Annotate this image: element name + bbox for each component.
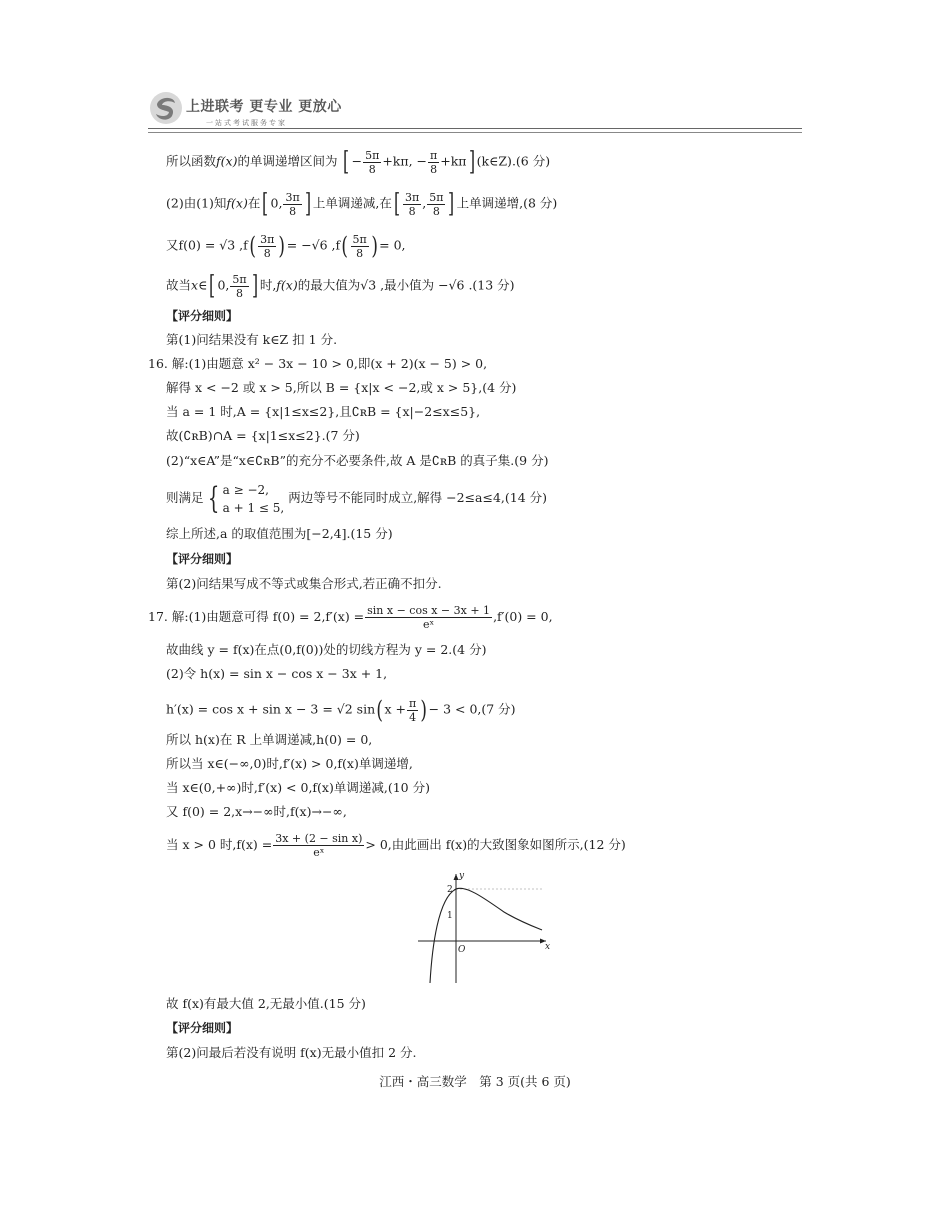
x-axis-label: x <box>545 942 551 952</box>
q15-rubric: 第(1)问结果没有 k∈Z 扣 1 分. <box>166 332 338 347</box>
origin-label: O <box>458 945 466 955</box>
q16-line-5: (2)“x∈A”是“x∈∁ʀB”的充分不必要条件,故 A 是∁ʀB 的真子集.(9 分) <box>166 453 549 468</box>
q16-line-1: 16. 解:(1)由题意 x² − 3x − 10 > 0,即(x + 2)(x − 5) > 0, <box>148 356 488 371</box>
brand-slogan: 上进联考 更专业 更放心 <box>186 99 342 115</box>
q17-line-10: 故 f(x)有最大值 2,无最小值.(15 分) <box>166 996 366 1011</box>
y-axis-arrow-icon <box>454 874 459 880</box>
q15-line-4: 故当x∈[ 0, $\frac{5\pi}{8}$ ] 时,f(x)的最大值为√3 ,最小值为 −√6 .(13 分) <box>166 271 515 301</box>
q16-rubric: 第(2)问结果写成不等式或集合形式,若正确不扣分. <box>166 576 442 591</box>
q16-line-7: 综上所述,a 的取值范围为[−2,4].(15 分) <box>166 526 393 541</box>
q17-line-6: 所以当 x∈(−∞,0)时,f′(x) > 0,f(x)单调递增, <box>166 756 413 771</box>
q16-line-3: 当 a = 1 时,A = {x|1≤x≤2},且∁ʀB = {x|−2≤x≤5}, <box>166 404 481 419</box>
q17-line-4: h′(x) = cos x + sin x − 3 = √2 sin(x + $\frac{\pi}{4}$ )− 3 < 0,(7 分) <box>166 696 516 724</box>
q16-line-4: 故(∁ʀB)∩A = {x|1≤x≤2}.(7 分) <box>166 428 360 443</box>
q17-line-1: 17. 解:(1)由题意可得 f(0) = 2,f′(x) = $\frac{\text{sin x − cos x − 3x + 1}}{\text{eˣ}}$ ,f′(0) = 0, <box>148 604 553 631</box>
q17-line-7: 当 x∈(0,+∞)时,f′(x) < 0,f(x)单调递减,(10 分) <box>166 780 430 795</box>
y-axis-label: y <box>459 871 465 881</box>
q15-rubric-title: 【评分细则】 <box>166 309 239 323</box>
q17-line-8: 又 f(0) = 2,x→−∞时,f(x)→−∞, <box>166 804 347 819</box>
q17-line-5: 所以 h(x)在 R 上单调递减,h(0) = 0, <box>166 732 373 747</box>
header-rule-thin <box>148 132 802 133</box>
q15-line-1: 所以函数f(x)的单调递增区间为 [ − $\frac{5\pi}{8}$ +kπ, − $\frac{\pi}{8}$ +kπ] (k∈Z).(6 分) <box>166 147 551 177</box>
q17-line-2: 故曲线 y = f(x)在点(0,f(0))处的切线方程为 y = 2.(4 分) <box>166 642 487 657</box>
header-rule <box>148 128 802 129</box>
q17-line-3: (2)令 h(x) = sin x − cos x − 3x + 1, <box>166 666 388 681</box>
q15-line-2: (2)由(1)知f(x)在[ 0, $\frac{3\pi}{8}$ ] 上单调递减,在[ $\frac{3\pi}{8}$ , $\frac{5\pi}{8}$ ] 上单调递增,(8 分) <box>166 189 558 219</box>
q15-line-3: 又f(0) = √3 ,f( $\frac{3\pi}{8}$ )= −√6 ,f( $\frac{5\pi}{8}$ )= 0, <box>166 232 406 260</box>
q16-line-6: 则满足 { a ≥ −2, a + 1 ≤ 5, 两边等号不能同时成立,解得 −2≤a≤4,(14 分) <box>166 480 548 516</box>
tick-label-2: 2 <box>447 885 453 895</box>
q16-line-2: 解得 x < −2 或 x > 5,所以 B = {x|x < −2,或 x > 5},(4 分) <box>166 380 517 395</box>
q17-line-9: 当 x > 0 时,f(x) = $\frac{\text{3x + (2 − sin x)}}{\text{eˣ}}$ > 0,由此画出 f(x)的大致图象如图所示,(12 分) <box>166 832 626 859</box>
page-footer: 江西・高三数学 第 3 页(共 6 页) <box>379 1074 571 1089</box>
brand-logo-icon <box>148 90 184 126</box>
brand-tagline: 一站式考试服务专家 <box>206 119 287 127</box>
q17-rubric-title: 【评分细则】 <box>166 1021 239 1035</box>
f-curve <box>430 888 542 983</box>
q16-rubric-title: 【评分细则】 <box>166 552 239 566</box>
tick-label-1: 1 <box>447 911 453 921</box>
function-graph <box>414 868 556 986</box>
q17-rubric: 第(2)问最后若没有说明 f(x)无最小值扣 2 分. <box>166 1045 417 1060</box>
